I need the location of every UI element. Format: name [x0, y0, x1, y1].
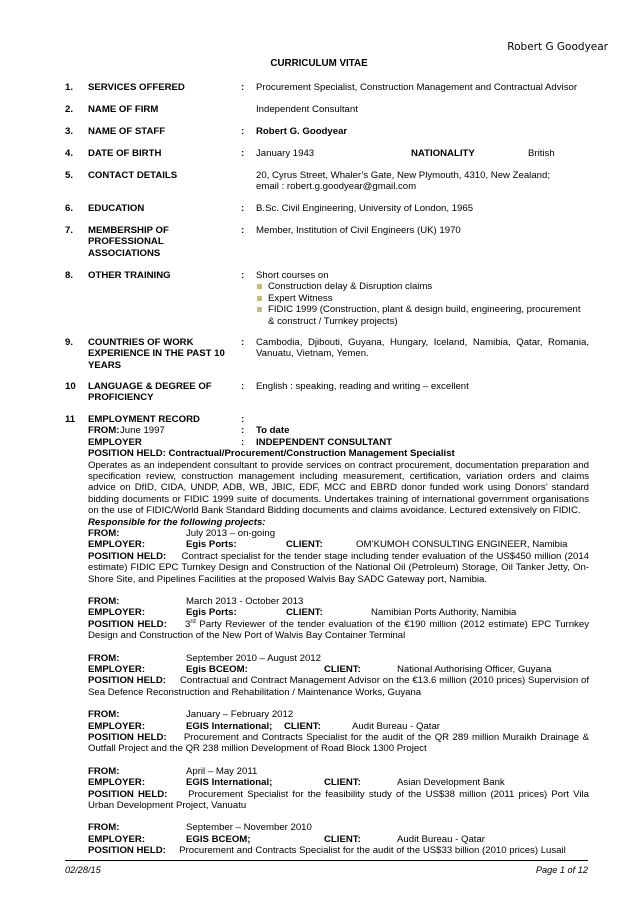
project-position: Contractual and Contract Management Advisor on the €13.6 million (2010 prices) Supervision of Sea Defence Reconstruction and Rehabilitation / Maintenance Works, Guyana	[88, 675, 589, 698]
employer-value: INDEPENDENT CONSULTANT	[256, 436, 393, 448]
section-number: 5.	[65, 170, 74, 181]
project-position-ordinal: 3	[185, 618, 191, 630]
project-from: September – November 2010	[186, 822, 312, 834]
from-label: FROM:	[88, 765, 120, 777]
section-label: LANGUAGE & DEGREE OF PROFICIENCY	[88, 381, 212, 404]
employer-colon: :	[241, 436, 245, 448]
project-entry	[88, 653, 589, 699]
footer-date: 02/28/15	[65, 865, 101, 875]
employment-employer-row	[88, 437, 589, 448]
section-value: Independent Consultant	[256, 104, 358, 115]
from-label: FROM:	[88, 425, 120, 437]
project-from: September 2010 – August 2012	[186, 652, 321, 664]
training-item: Expert Witness	[256, 293, 589, 304]
section-label: NAME OF FIRM	[88, 104, 159, 115]
project-from: March 2013 - October 2013	[186, 596, 304, 608]
section-value: B.Sc. Civil Engineering, University of London, 1965	[256, 203, 474, 214]
nationality-value: British	[528, 148, 555, 159]
section-colon: :	[241, 270, 245, 281]
position-label: POSITION HELD:	[88, 731, 167, 743]
contact-address: 20, Cyrus Street, Whaler’s Gate, New Plymouth, 4310, New Zealand;	[256, 170, 550, 181]
client-label: CLIENT:	[324, 833, 361, 845]
position-label: POSITION HELD:	[88, 550, 167, 562]
employer-label: EMPLOYER	[88, 436, 142, 448]
to-date: To date	[256, 425, 290, 437]
employment-description: Operates as an independent consultant to provide services on contract procurement, documentation preparation and specification review, construction management including measurement, certification, variation orders and claims advice on DfID, CIDA, UNDP, ADB, WB, JBIC, EDF, MCC and EBRD donor funded work using Donors’ standard bidding documents or FIDIC 1999 suite of documents. Undertakes training of international government organisations on the use of FIDIC/World Bank Standard Bidding documents and claims avoidance. Lectured extensively on FIDIC.	[88, 459, 589, 517]
section-number: 1.	[65, 82, 74, 93]
section-label: EMPLOYMENT RECORD	[88, 414, 200, 425]
nationality-label: NATIONALITY	[411, 148, 475, 159]
project-employer: Egis BCEOM:	[186, 664, 248, 675]
section-colon: :	[241, 126, 245, 137]
training-item: FIDIC 1999 (Construction, plant & design build, engineering, procurement & construct / Turnkey projects)	[256, 304, 589, 327]
project-client: National Authorising Officer, Guyana	[397, 664, 552, 675]
employer-label: EMPLOYER:	[88, 607, 146, 619]
section-value: Short courses on	[256, 270, 329, 281]
employer-label: EMPLOYER:	[88, 664, 146, 675]
section-colon: :	[241, 148, 245, 159]
project-client: Audit Bureau - Qatar	[397, 833, 485, 845]
project-employer: EGIS International;	[186, 720, 273, 732]
from-label: FROM:	[88, 596, 120, 608]
from-label: FROM:	[88, 822, 120, 834]
section-number: 2.	[65, 104, 74, 115]
project-position: Procurement and Contracts Specialist for the audit of the QR 289 million Muraikh Drainage & Outfall Project and the QR 238 million Development of Road Block 1300 Project	[88, 731, 589, 755]
from-label: FROM:	[88, 652, 120, 664]
from-label: FROM:	[88, 709, 120, 721]
project-from: January – February 2012	[186, 709, 294, 721]
employer-label: EMPLOYER:	[88, 777, 146, 789]
section-value: Robert G. Goodyear	[256, 126, 348, 137]
position-label: POSITION HELD:	[88, 675, 166, 687]
project-entry	[88, 528, 589, 585]
header-name: Robert G Goodyear	[507, 41, 608, 53]
project-entry	[88, 709, 589, 755]
contact-email: email : robert.g.goodyear@gmail.com	[256, 181, 417, 193]
from-colon: :	[241, 425, 245, 437]
section-value: Cambodia, Djibouti, Guyana, Hungary, Iceland, Namibia, Qatar, Romania, Vanuatu, Vietnam, Yemen.	[256, 337, 589, 360]
section-number: 6.	[65, 203, 74, 214]
project-from: April – May 2011	[186, 765, 258, 777]
document-title: CURRICULUM VITAE	[270, 58, 368, 69]
employer-label: EMPLOYER:	[88, 720, 146, 732]
project-employer: Egis Ports:	[186, 539, 237, 551]
section-value: Member, Institution of Civil Engineers (UK) 1970	[256, 225, 461, 236]
client-label: CLIENT:	[286, 607, 323, 619]
position-label: POSITION HELD:	[88, 788, 168, 800]
section-label: EDUCATION	[88, 203, 145, 214]
client-label: CLIENT:	[286, 539, 323, 551]
position-held-heading: POSITION HELD: Contractual/Procurement/Construction Management Specialist	[88, 448, 455, 460]
project-position: Procurement and Contracts Specialist for the audit of the US$33 billion (2010 prices) Lusail	[179, 845, 566, 857]
responsible-heading: Responsible for the following projects:	[88, 516, 266, 528]
section-value: Procurement Specialist, Construction Management and Contractual Advisor	[256, 82, 578, 93]
section-number: 11	[65, 414, 76, 425]
position-label: POSITION HELD:	[88, 618, 167, 630]
project-from: July 2013 – on-going	[186, 528, 276, 540]
project-position-ordinal-suffix: rd	[190, 618, 196, 625]
footer-page-number: Page 1 of 12	[535, 865, 588, 875]
section-label: CONTACT DETAILS	[88, 170, 178, 181]
section-number: 10	[65, 381, 76, 392]
project-employer: EGIS BCEOM;	[186, 833, 251, 845]
section-number: 8.	[65, 270, 74, 281]
project-position: Contract specialist for the tender stage including tender evaluation of the US$450 million (2014 estimate) FIDIC EPC Turnkey Design and Construction of the National Oil (Petroleum) Storage, Oil Tanker Jetty, On-Shore Site, and Pipelines Facilities at the proposed Walvis Bay SADC Gateway port, Namibia.	[88, 550, 589, 585]
project-client: Audit Bureau - Qatar	[352, 720, 440, 732]
employer-label: EMPLOYER:	[88, 539, 146, 551]
section-label: COUNTRIES OF WORK EXPERIENCE IN THE PAST 10 YEARS	[88, 337, 225, 371]
section-number: 4.	[65, 148, 74, 159]
page-footer	[65, 860, 588, 875]
section-colon: :	[241, 203, 245, 214]
project-entry	[88, 596, 589, 642]
project-entry	[88, 766, 589, 812]
project-employer: EGIS International;	[186, 777, 273, 789]
section-label: OTHER TRAINING	[88, 270, 171, 281]
project-employer: Egis Ports:	[186, 607, 237, 619]
employer-label: EMPLOYER:	[88, 833, 146, 845]
section-colon: :	[241, 414, 245, 425]
training-item: Construction delay & Disruption claims	[256, 281, 589, 292]
employment-from-row	[88, 425, 589, 436]
section-value: English : speaking, reading and writing – excellent	[256, 381, 469, 392]
section-label: DATE OF BIRTH	[88, 148, 162, 159]
project-position: Party Reviewer of the tender evaluation of the €190 million (2012 estimate) EPC Turnkey Design and Construction of the New Port of Walvis Bay Container Terminal	[88, 618, 589, 642]
section-label: SERVICES OFFERED	[88, 82, 185, 93]
section-label: MEMBERSHIP OF PROFESSIONAL ASSOCIATIONS	[88, 225, 169, 259]
section-number: 7.	[65, 225, 74, 236]
client-label: CLIENT:	[324, 664, 361, 675]
project-position: Procurement Specialist for the feasibility study of the US$38 million (2011 prices) Port Vila Urban Development Project, Vanuatu	[88, 788, 589, 811]
section-number: 3.	[65, 126, 74, 137]
section-label: NAME OF STAFF	[88, 126, 166, 137]
section-colon: :	[241, 381, 245, 392]
section-value: January 1943	[256, 148, 315, 159]
from-label: FROM:	[88, 528, 120, 540]
section-colon: :	[241, 337, 245, 348]
from-value: June 1997	[120, 425, 165, 437]
section-colon: :	[241, 82, 245, 93]
position-label: POSITION HELD:	[88, 845, 166, 857]
project-client: OM’KUMOH CONSULTING ENGINEER, Namibia	[356, 539, 568, 551]
client-label: CLIENT:	[324, 777, 361, 789]
project-client: Namibian Ports Authority, Namibia	[371, 607, 517, 619]
project-client: Asian Development Bank	[397, 777, 505, 789]
client-label: CLIENT:	[284, 720, 321, 732]
section-number: 9.	[65, 337, 74, 348]
section-colon: :	[241, 225, 245, 236]
project-entry	[88, 822, 589, 856]
training-list	[256, 281, 589, 327]
